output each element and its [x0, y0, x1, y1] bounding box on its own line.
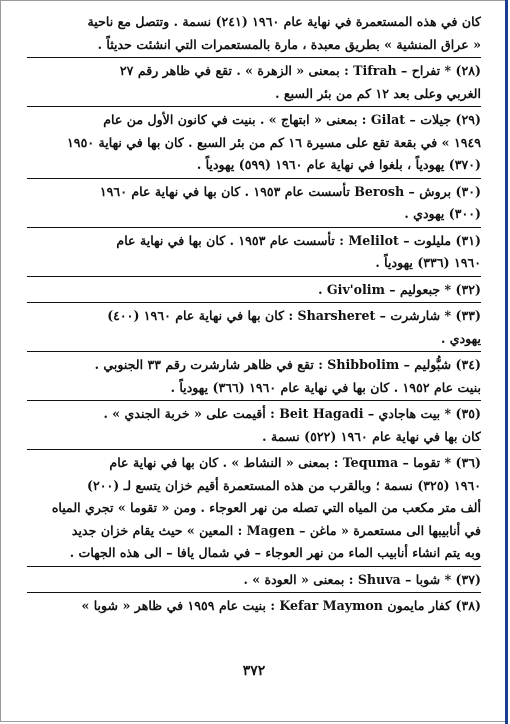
- text-line: كان بها في نهاية عام ١٩٦٠ (٥٢٢) نسمة .: [262, 428, 481, 444]
- text-line: يهودي .: [440, 330, 481, 346]
- page-number: ٣٧٢: [242, 663, 266, 679]
- text-line: (٢٨) * تفراح – Tifrah : بمعنى « الزهرة » . تقع في ظاهر رقم ٢٧: [119, 63, 481, 78]
- separator: [27, 592, 481, 593]
- separator: [27, 57, 481, 58]
- page-body: [27, 11, 481, 618]
- entry-33-sharsheret: [27, 305, 481, 350]
- entry-37-shuva: [27, 569, 481, 592]
- entry-32-givolim: [27, 279, 481, 302]
- text-line: (٣٨) كفار مايمون Kefar Maymon : بنيت عام ١٩٥٩ في ظاهر « شوبا »: [81, 598, 481, 613]
- entry-29-gilat: [27, 109, 481, 177]
- text-line: (٣٠٠) يهودي .: [404, 206, 481, 221]
- separator: [27, 227, 481, 228]
- text-line: ١٩٦٠ (٣٣٦) يهودياً .: [375, 255, 481, 270]
- text-line: (٣٧٠) يهودياً ، بلغوا في نهاية عام ١٩٦٠ (٥٩٩) يهودياً .: [196, 157, 481, 172]
- entry-27-continuation: [27, 11, 481, 56]
- text-line: كان في هذه المستعمرة في نهاية عام ١٩٦٠ (٢٤١) نسمة . وتتصل مع ناحية: [87, 14, 481, 29]
- entry-31-melilot: [27, 230, 481, 275]
- text-line: الغربي وعلى بعد ١٢ كم من بئر السبع .: [275, 85, 481, 101]
- text-line: (٣٧) * شوبا – Shuva : بمعنى « العودة » .: [243, 571, 481, 587]
- separator: [27, 178, 481, 179]
- separator: [27, 302, 481, 303]
- text-line: ألف متر مكعب من المياه التي تصله من نهر العوجاء . ومن « تقوما » تجري المياه: [51, 500, 481, 515]
- text-line: (٣١) مليلوت – Melilot : تأسست عام ١٩٥٣ . كان بها في نهاية عام: [116, 232, 481, 248]
- text-line: في أنابيبها الى مستعمرة « ماغن – Magen : المعين » حيث يقام خزان جديد: [71, 522, 481, 538]
- text-line: بنيت عام ١٩٥٢ . كان بها في نهاية عام ١٩٦٠ (٣٦٦) يهودياً .: [170, 379, 481, 395]
- text-line: (٣٢) * جبعوليم – Giv'olim .: [318, 281, 481, 297]
- text-line: (٣٣) * شارشرت – Sharsheret : كان بها في نهاية عام ١٩٦٠ (٤٠٠): [107, 308, 481, 323]
- text-line: (٣٤) شبُّوليم – Shibbolim : تقع في ظاهر شارشرت رقم ٣٣ الجنوبي .: [94, 357, 481, 372]
- separator: [27, 106, 481, 107]
- text-line: (٢٩) جيلات – Gilat : بمعنى « ابتهاج » . بنيت في كانون الأول من عام: [103, 112, 481, 127]
- text-line: « عراق المنشية » بطريق معبدة ، مارة بالمستعمرات التي انشئت حديثاً .: [97, 36, 481, 52]
- entry-38-kefar-maymon: [27, 595, 481, 618]
- separator: [27, 276, 481, 277]
- text-line: ١٩٦٠ (٣٢٥) نسمة ؛ وبالقرب من هذه المستعمرة أقيم خزان يتسع لـ (٢٠٠): [86, 477, 481, 493]
- entry-30-berosh: [27, 181, 481, 226]
- separator: [27, 449, 481, 450]
- entry-35-beit-hagadi: [27, 403, 481, 448]
- text-line: وبه يتم انشاء أنابيب الماء من نهر العوجاء – في شمال يافا – الى هذه الجهات .: [69, 545, 481, 560]
- separator: [27, 351, 481, 352]
- separator: [27, 566, 481, 567]
- entry-28-tifrah: [27, 60, 481, 105]
- text-line: (٣٥) * بيت هاجادي – Beit Hagadi : أقيمت على « خربة الجندي » .: [103, 406, 481, 421]
- entry-34-shibbolim: [27, 354, 481, 399]
- entry-36-tequma: [27, 452, 481, 565]
- separator: [27, 400, 481, 401]
- window-edge: [505, 0, 508, 724]
- text-line: (٣٦) * تقوما – Tequma : بمعنى « النشاط » . كان بها في نهاية عام: [109, 455, 481, 470]
- text-line: ١٩٤٩ » في بقعة تقع على مسيرة ١٦ كم من بئر السبع . كان بها في نهاية ١٩٥٠: [67, 134, 481, 150]
- text-line: (٣٠) بروش – Berosh تأسست عام ١٩٥٣ . كان بها في نهاية عام ١٩٦٠: [99, 183, 481, 199]
